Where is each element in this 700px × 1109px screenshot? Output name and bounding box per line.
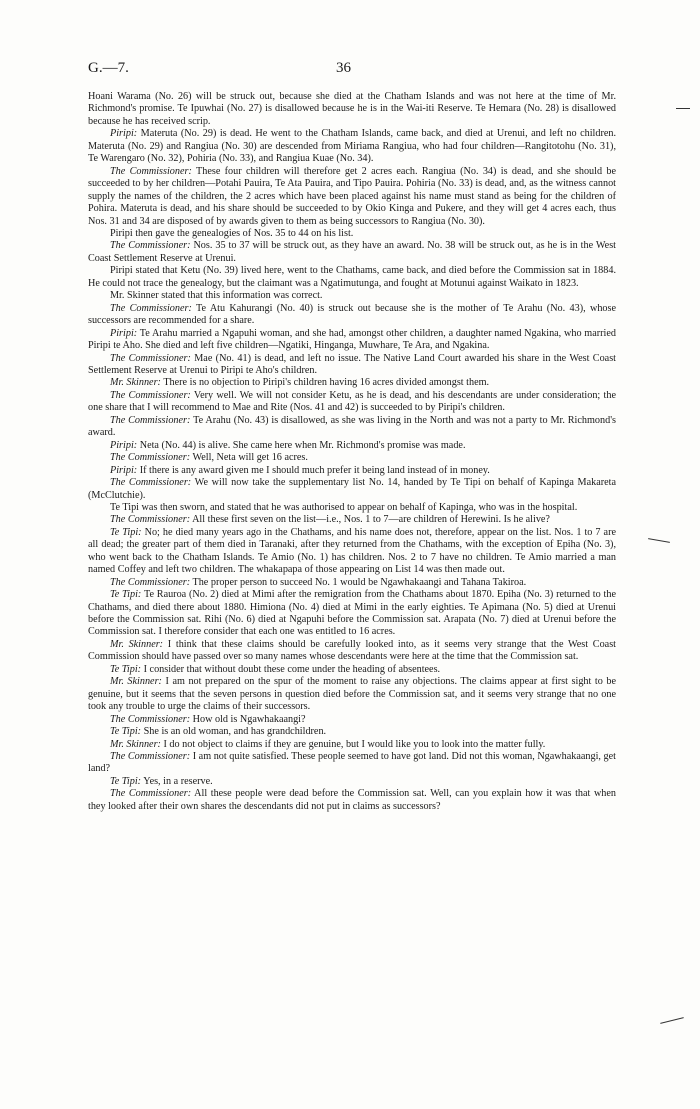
transcript-paragraph	[88, 527, 616, 577]
transcript-paragraph	[88, 240, 616, 265]
transcript-body	[88, 91, 616, 813]
transcript-paragraph	[88, 788, 616, 813]
paragraph-text: Te Atu Kahurangi (No. 40) is struck out because she is the mother of Te Arahu (No. 43), whose successors are recommended for a share.	[88, 302, 617, 327]
paragraph-text: Te Arahu married a Ngapuhi woman, and she had, amongst other children, a daughter named Ngakina, who married Piripi te Aho. She died and left five children—Ngatiki, Hinganga, Muwhare, Te Ara, and Ngakina.	[88, 327, 616, 352]
transcript-paragraph	[88, 714, 616, 726]
transcript-paragraph	[88, 303, 616, 328]
speaker-name: Te Tipi:	[110, 589, 142, 601]
transcript-paragraph	[88, 514, 616, 526]
transcript-paragraph	[88, 577, 616, 589]
transcript-paragraph	[88, 128, 616, 165]
transcript-paragraph	[88, 751, 616, 776]
speaker-name: The Commissioner:	[110, 788, 192, 800]
speaker-name: The Commissioner:	[110, 713, 191, 725]
paragraph-text: Piripi stated that Ketu (No. 39) lived here, went to the Chathams, came back, and died before the Commission sat in 1884. He could not trace the genealogy, but the claimant was a Ngatimutunga, and fought at Motunui against Waikato in 1823.	[88, 265, 616, 289]
margin-mark	[660, 1017, 684, 1024]
paragraph-text: I am not quite satisfied. These people seemed to have got land. Did not this woman, Ngawhakaangi, get land?	[88, 751, 616, 775]
speaker-name: Piripi:	[110, 128, 138, 140]
paragraph-text: Very well. We will not consider Ketu, as he is dead, and his descendants are under consideration; the one share that I will recommend to Mae and Rite (Nos. 41 and 42) is succeeded to by Piripi's children.	[88, 389, 616, 414]
paragraph-text: Mr. Skinner stated that this information was correct.	[110, 290, 323, 302]
speaker-name: The Commissioner:	[110, 576, 191, 588]
transcript-paragraph	[88, 415, 616, 440]
margin-mark	[676, 108, 690, 109]
transcript-paragraph	[88, 353, 616, 378]
report-reference: G.—7.	[88, 60, 129, 76]
paragraph-text: The proper person to succeed No. 1 would be Ngawhakaangi and Tahana Takiroa.	[192, 576, 527, 588]
paragraph-text: There is no objection to Piripi's children having 16 acres divided amongst them.	[163, 377, 490, 389]
speaker-name: The Commissioner:	[110, 751, 191, 763]
transcript-paragraph	[88, 664, 616, 676]
paragraph-text: She is an old woman, and has grandchildren.	[143, 726, 327, 738]
transcript-paragraph	[88, 377, 616, 389]
page-number: 36	[336, 60, 351, 76]
paragraph-text: Mae (No. 41) is dead, and left no issue. The Native Land Court awarded his share in the West Coast Settlement Reserve at Urenui to Piripi te Aho's children.	[88, 352, 617, 376]
speaker-name: The Commissioner:	[110, 452, 191, 464]
paragraph-text: I think that these claims should be carefully looked into, as it seems very strange that the West Coast Commission should have passed over so many names whose descendants were here at the time that the Commission sat.	[88, 638, 616, 663]
speaker-name: The Commissioner:	[110, 414, 191, 426]
paragraph-text: Yes, in a reserve.	[143, 775, 213, 787]
speaker-name: Piripi:	[110, 464, 138, 476]
paragraph-text: We will now take the supplementary list No. 14, handed by Te Tipi on behalf of Kapinga Makareta (McClutchie).	[88, 477, 616, 501]
transcript-paragraph	[88, 265, 616, 290]
speaker-name: The Commissioner:	[110, 514, 191, 526]
margin-mark	[648, 538, 670, 543]
speaker-name: The Commissioner:	[110, 352, 191, 364]
paragraph-text: I am not prepared on the spur of the moment to raise any objections. The claims appear at first sight to be genuine, but it seems that the seven persons in question died before the Commission sat, and it seems very strange that no one took any trouble to urge the claims of their successors.	[88, 676, 616, 713]
transcript-paragraph	[88, 676, 616, 713]
speaker-name: Piripi:	[110, 439, 138, 451]
speaker-name: The Commissioner:	[110, 165, 192, 177]
paragraph-text: Nos. 35 to 37 will be struck out, as they have an award. No. 38 will be struck out, as he is in the West Coast Settlement Reserve at Urenui.	[88, 240, 616, 264]
speaker-name: Te Tipi:	[110, 526, 142, 538]
speaker-name: The Commissioner:	[110, 240, 191, 252]
speaker-name: Mr. Skinner:	[110, 377, 161, 389]
speaker-name: Te Tipi:	[110, 663, 142, 675]
paragraph-text: All these first seven on the list—i.e., Nos. 1 to 7—are children of Herewini. Is he alive?	[192, 514, 550, 526]
transcript-paragraph	[88, 328, 616, 353]
transcript-paragraph	[88, 228, 616, 240]
paragraph-text: If there is any award given me I should much prefer it being land instead of in money.	[139, 464, 490, 476]
transcript-paragraph	[88, 589, 616, 639]
paragraph-text: Materuta (No. 29) is dead. He went to the Chatham Islands, came back, and died at Urenui, and left no children. Materuta (No. 29) and Rangiua (No. 30) are descended from Miriama Rangiua, who had four children—Rangitotohu (No. 31), Te Warengaro (No. 32), Pohiria (No. 33), and Rangiua Kuae (No. 34).	[88, 128, 616, 165]
speaker-name: Mr. Skinner:	[110, 676, 162, 688]
paragraph-text: No; he died many years ago in the Chathams, and his name does not, therefore, appear on the list. Nos. 1 to 7 are all dead; the greater part of them died in Taranaki, after they returned from the Chathams, with the exception of Epiha (No. 3), who went back to the Chatham Islands. Te Amio (No. 1) has children. Nos. 2 to 7 have no children. Te Amio married a man named Coffey and left two children. The whakapapa of those appearing on List 14 was then made out.	[88, 526, 616, 576]
transcript-paragraph	[88, 440, 616, 452]
paragraph-text: I do not object to claims if they are genuine, but I would like you to look into the matter fully.	[163, 738, 546, 750]
speaker-name: Mr. Skinner:	[110, 738, 161, 750]
paragraph-text: Te Arahu (No. 43) is disallowed, as she was living in the North and was not a party to Mr. Richmond's award.	[88, 414, 616, 439]
transcript-paragraph	[88, 166, 616, 228]
transcript-paragraph	[88, 502, 616, 514]
speaker-name: Te Tipi:	[110, 726, 142, 738]
speaker-name: Piripi:	[110, 327, 138, 339]
speaker-name: Te Tipi:	[110, 775, 142, 787]
paragraph-text: How old is Ngawhakaangi?	[192, 713, 306, 725]
transcript-paragraph	[88, 639, 616, 664]
transcript-paragraph	[88, 452, 616, 464]
paragraph-text: I consider that without doubt these come under the heading of absentees.	[143, 663, 441, 675]
paragraph-text: Hoani Warama (No. 26) will be struck out, because she died at the Chatham Islands and was not here at the time of Mr. Richmond's promise. Te Ipuwhai (No. 27) is disallowed because he is in the Wai-iti Reserve. Te Hemara (No. 28) is disallowed because he has received scrip.	[88, 91, 616, 127]
transcript-paragraph	[88, 726, 616, 738]
transcript-paragraph	[88, 290, 616, 302]
paragraph-text: Te Rauroa (No. 2) died at Mimi after the remigration from the Chathams about 1870. Epiha (No. 3) returned to the Chathams, and died there about 1880. Himiona (No. 4) died at Mimi in the early eighties. Te Apimana (No. 5) died at Urenui before the Commission sat. Rihi (No. 6) died at Ngapuhi before the Commission sat. Arapata (No. 7) died at Urenui before the Commission sat. I therefore consider that each one was entitled to 16 acres.	[88, 589, 616, 638]
transcript-paragraph	[88, 776, 616, 788]
transcript-paragraph	[88, 477, 616, 502]
paragraph-text: These four children will therefore get 2 acres each. Rangiua (No. 34) is dead, and she should be succeeded to by her children—Potahi Pauira, Te Ata Pauira, and Tipo Pauira. Pohiria (No. 33) is dead, and, as the witness cannot supply the names of the children, the 2 acres which have been placed against his name must stand as being for the children of Pohira. Materuta is dead, and his share should be succeeded to by Okio Kinga and Pukere, and they will get 4 acres each, thus Nos. 31 and 34 are disposed of by awards given to them as being successors to Rangiua (No. 30).	[88, 165, 616, 227]
transcript-paragraph	[88, 465, 616, 477]
speaker-name: Mr. Skinner:	[110, 638, 164, 650]
transcript-paragraph	[88, 91, 616, 128]
speaker-name: The Commissioner:	[110, 477, 192, 489]
paragraph-text: Neta (No. 44) is alive. She came here when Mr. Richmond's promise was made.	[139, 439, 466, 451]
transcript-paragraph	[88, 739, 616, 751]
transcript-paragraph	[88, 390, 616, 415]
paragraph-text: Well, Neta will get 16 acres.	[192, 452, 308, 464]
speaker-name: The Commissioner:	[110, 302, 192, 314]
paragraph-text: All these people were dead before the Commission sat. Well, can you explain how it was that when they looked after their own shares the descendants did not put in claims as successors?	[88, 788, 617, 812]
page-header	[88, 60, 616, 80]
speaker-name: The Commissioner:	[110, 389, 191, 401]
paragraph-text: Te Tipi was then sworn, and stated that he was authorised to appear on behalf of Kapinga, who was in the hospital.	[110, 501, 578, 513]
paragraph-text: Piripi then gave the genealogies of Nos. 35 to 44 on his list.	[110, 227, 354, 239]
